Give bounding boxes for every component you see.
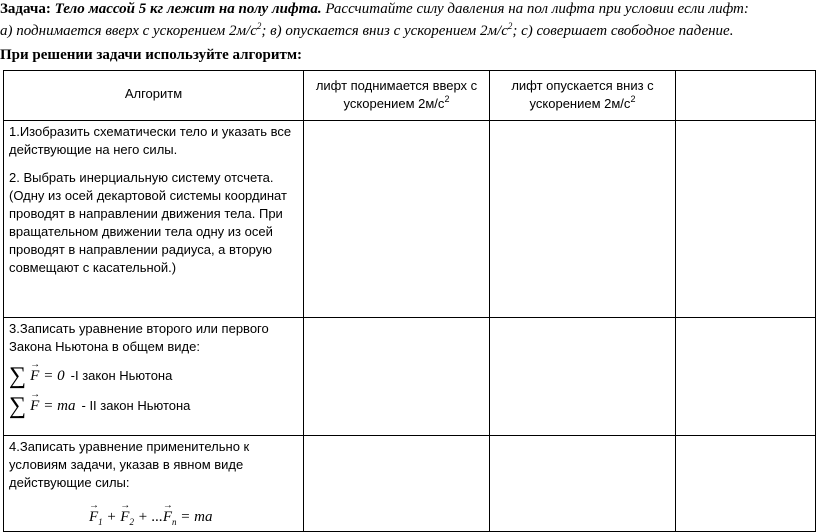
answer-cell[interactable] bbox=[676, 436, 816, 532]
step-4-formula: → $F_1$ + → $F_2$ + ...→ $F_n$ = ma bbox=[89, 508, 303, 531]
task-title: Тело массой 5 кг лежит на полу лифта. bbox=[54, 1, 322, 17]
algorithm-table bbox=[3, 70, 816, 532]
answer-cell[interactable] bbox=[490, 436, 676, 532]
header-lift-down: лифт опускается вниз с ускорением $2м/с^2$ bbox=[490, 71, 676, 121]
task-condition-b: ; в) опускается вниз с ускорением 2м/с bbox=[261, 23, 508, 39]
answer-cell[interactable] bbox=[304, 436, 490, 532]
cell-steps-1-2 bbox=[4, 121, 304, 318]
table-row bbox=[4, 436, 816, 532]
task-condition-a: а) поднимается вверх с ускорением 2м/с bbox=[0, 23, 257, 39]
newton-second-law bbox=[4, 393, 303, 419]
answer-cell[interactable] bbox=[304, 121, 490, 318]
law2-label: - II закон Ньютона bbox=[81, 398, 191, 413]
step-3-text: 3.Записать уравнение второго или первого Закона Ньютона в общем виде: bbox=[9, 321, 269, 354]
law2-formula: = ma bbox=[43, 398, 76, 414]
force-vector: → F bbox=[30, 397, 39, 415]
sum-symbol: ∑ bbox=[9, 363, 27, 389]
step-2-text: 2. Выбрать инерциальную систему отсчета. (Одну из осей декартовой системы координат проводят в направлении движения тела. При вращательном движении тела одну из осей проводят в направлении радиуса, а вторую совмещают с касательной.) bbox=[9, 170, 287, 275]
newton-first-law bbox=[4, 363, 303, 389]
cell-step-4 bbox=[4, 436, 304, 532]
task-label: Задача: bbox=[0, 1, 51, 17]
answer-cell[interactable] bbox=[304, 318, 490, 436]
answer-cell[interactable] bbox=[676, 318, 816, 436]
cell-step-3 bbox=[4, 318, 304, 436]
force-vector: → F bbox=[30, 367, 39, 385]
sum-symbol: ∑ bbox=[9, 393, 27, 419]
task-condition-c: ; с) совершает свободное падение. bbox=[512, 23, 734, 39]
header-empty bbox=[676, 71, 816, 121]
task-line-2: а) поднимается вверх с ускорением $2м/с^2$; в) опускается вниз с ускорением $2м/с^2$; с) совершает свободное падение. bbox=[0, 21, 734, 39]
answer-cell[interactable] bbox=[676, 121, 816, 318]
table-row bbox=[4, 121, 816, 318]
step-4-text: 4.Записать уравнение применительно к условиям задачи, указав в явном виде действующие силы: bbox=[9, 439, 250, 490]
law1-label: -I закон Ньютона bbox=[70, 368, 173, 383]
algorithm-note: При решении задачи используйте алгоритм: bbox=[0, 47, 303, 63]
law1-formula: = 0 bbox=[43, 368, 65, 384]
answer-cell[interactable] bbox=[490, 121, 676, 318]
answer-cell[interactable] bbox=[490, 318, 676, 436]
step-1-text: 1.Изобразить схематически тело и указать все действующие на него силы. bbox=[9, 124, 292, 157]
header-algorithm: Алгоритм bbox=[4, 71, 304, 121]
table-row bbox=[4, 318, 816, 436]
table-header-row bbox=[4, 71, 816, 121]
task-question: Рассчитайте силу давления на пол лифта при условии если лифт: bbox=[325, 1, 749, 17]
task-line-1 bbox=[0, 0, 749, 18]
header-lift-up: лифт поднимается вверх с ускорением $2м/с^2$ bbox=[304, 71, 490, 121]
